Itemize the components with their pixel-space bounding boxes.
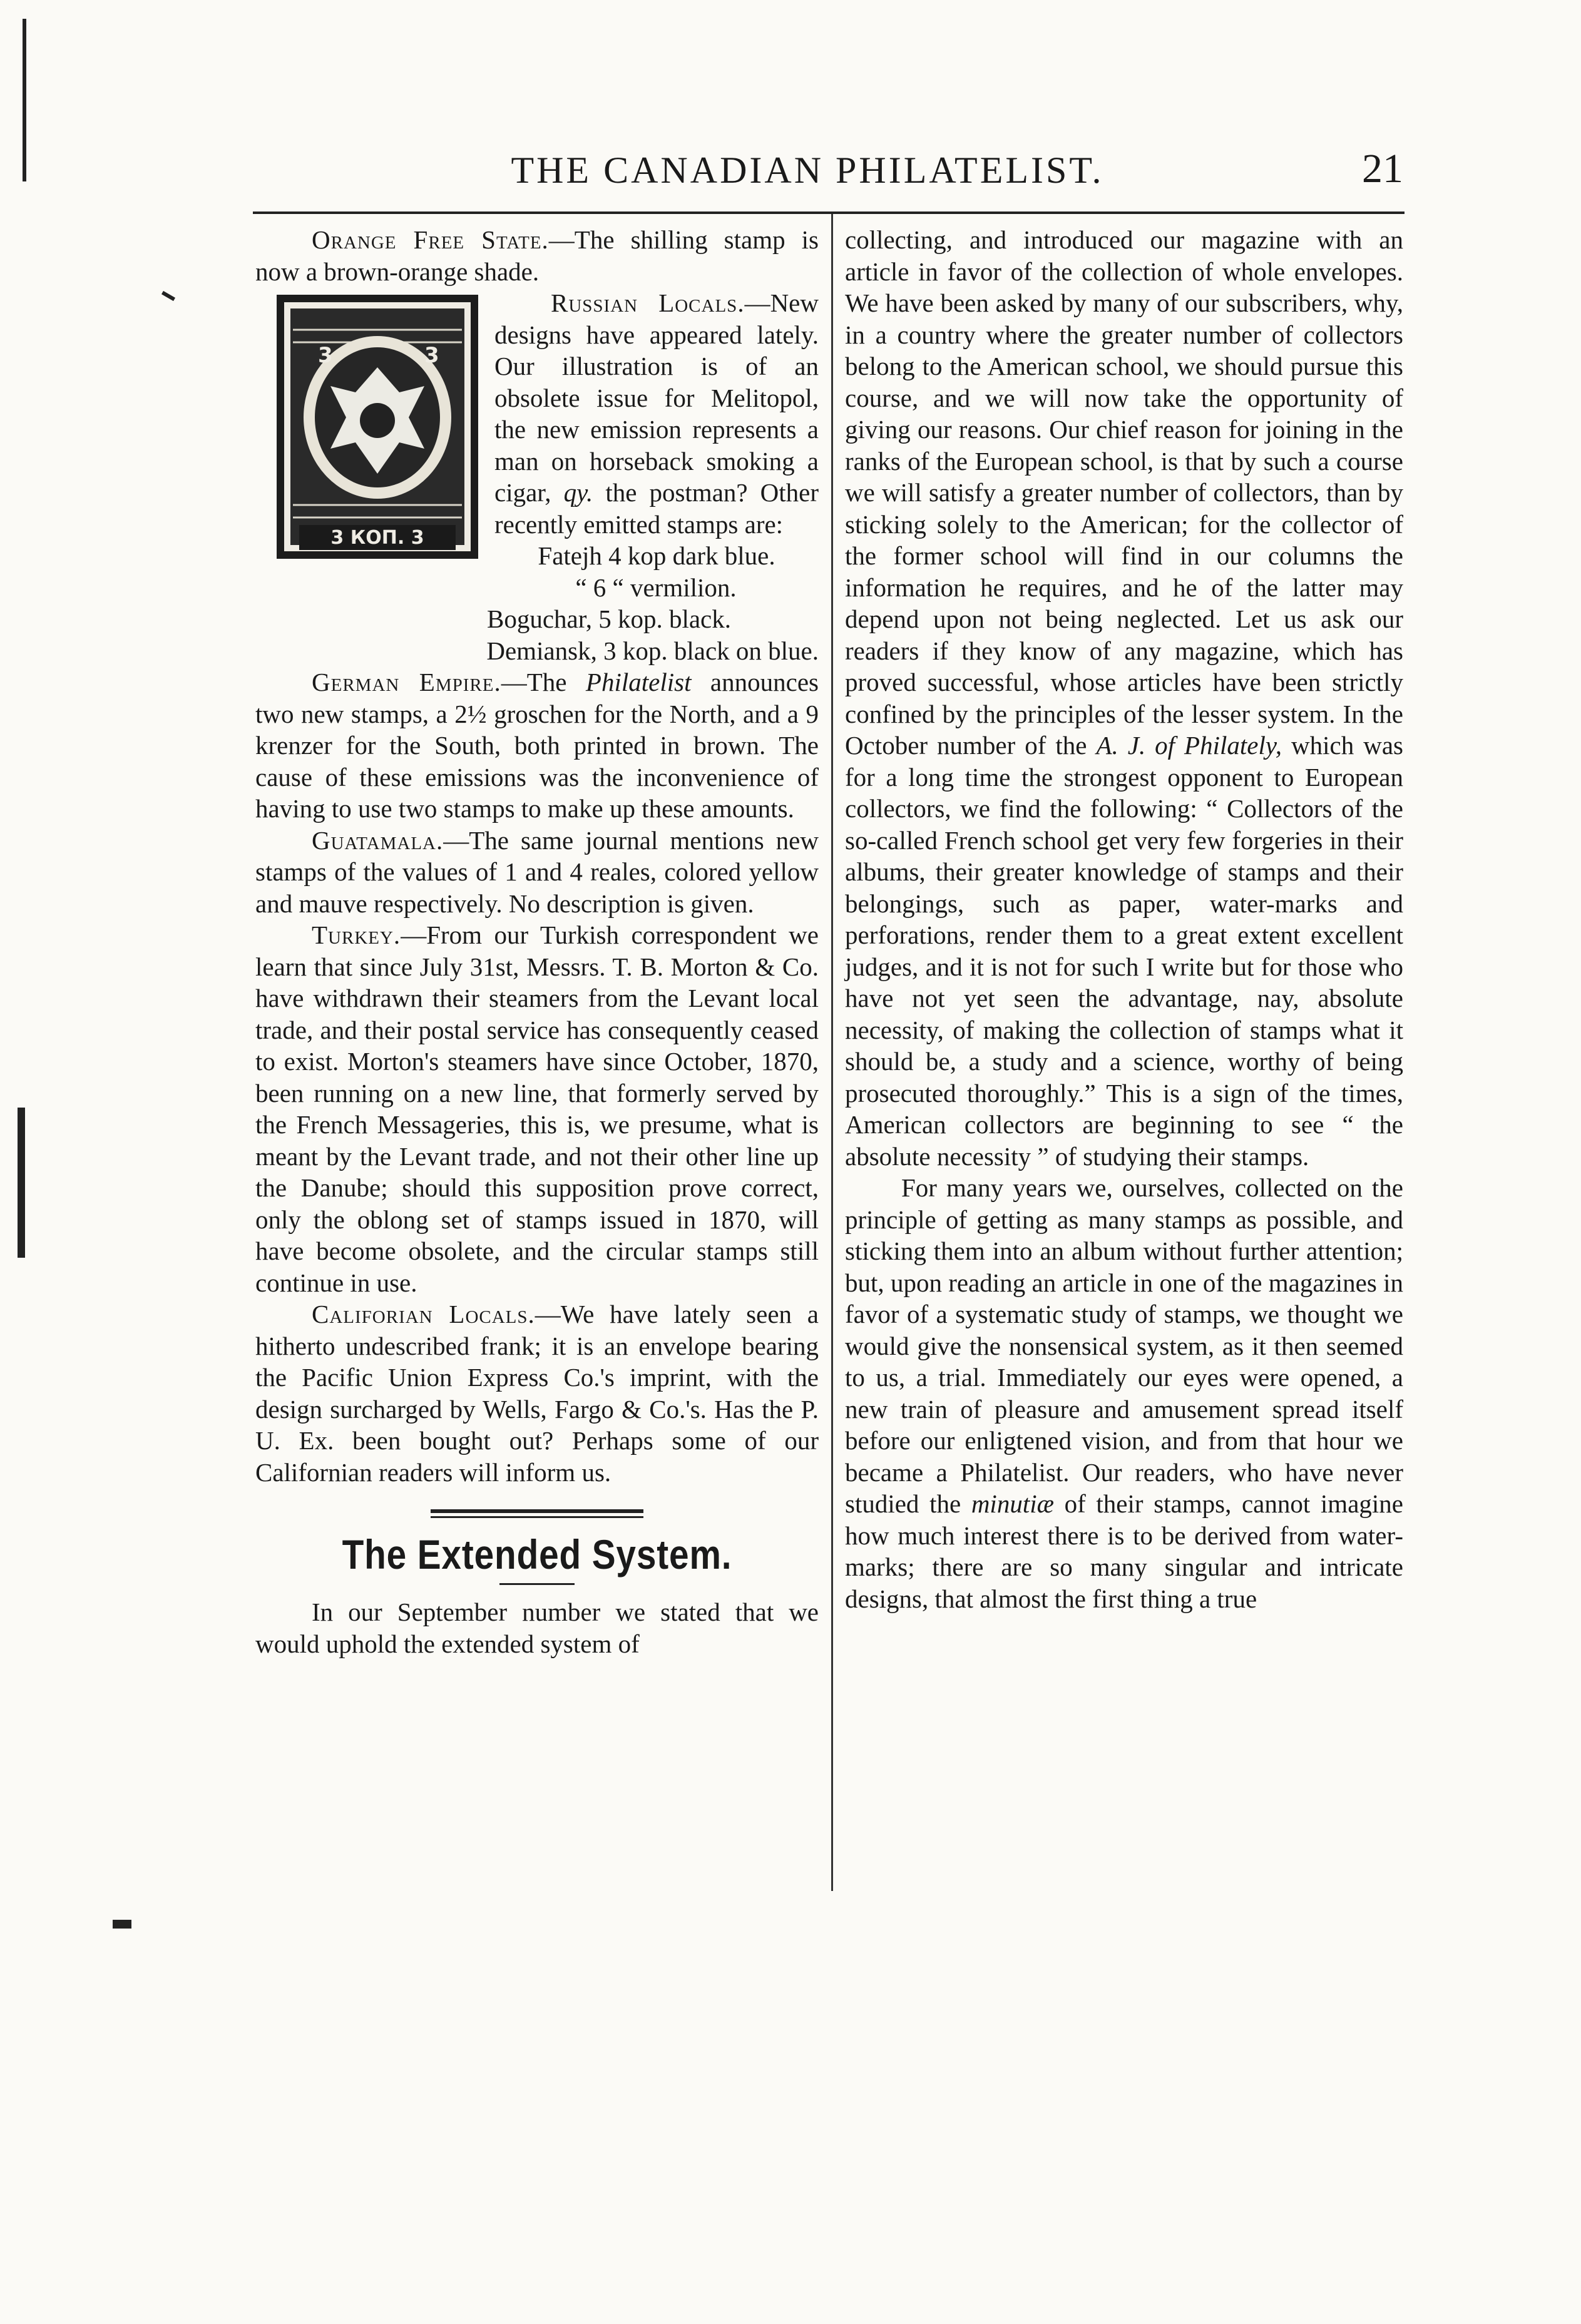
paragraph-many-years: For many years we, ourselves, collected on the principle of getting as many stamps as possible, and sticking them into an album without further attention; but, upon reading an article in one of the magazines in favor of a systematic study of stamps, we thought we would give the nonsensical system, as it then seemed to us, a trial. Immediately our eyes were opened, a new train of pleasure and amusement spread itself before our enligtened vision, and from that hour we became a Philatelist. Our readers, who have never studied the minutiæ of their stamps, cannot imagine how much interest there is to be derived from water-marks; there are so many singular and intricate designs, that almost the first thing a true	[845, 1173, 1403, 1613]
entry-lead: Orange Free State.	[312, 225, 549, 254]
margin-scan-mark	[18, 1108, 25, 1258]
margin-scan-mark	[113, 1920, 131, 1929]
entry-lead: Russian Locals.	[551, 288, 745, 317]
entry-lead: Turkey.	[312, 920, 401, 949]
entry-lead: Califorian Locals.	[312, 1300, 535, 1328]
heading-underline	[499, 1583, 575, 1585]
melitopol-stamp-image	[274, 292, 481, 561]
stamp-numeral: 3	[424, 343, 439, 368]
stamp-list-item: Boguchar, 5 kop. black.	[486, 604, 732, 633]
stamp-illustration	[274, 292, 481, 561]
section-ornament-rule	[255, 1509, 819, 1523]
journal-title: A. J. of Philately,	[1096, 731, 1282, 760]
left-column	[255, 224, 819, 1659]
paragraph-extended-system-intro: In our September number we stated that we would uphold the extended system of	[255, 1598, 819, 1658]
running-head-title: THE CANADIAN PHILATELIST.	[511, 150, 1104, 191]
stamp-list-item: Demiansk, 3 kop. black on blue.	[486, 636, 819, 665]
entry-lead: Guatamala.	[312, 825, 444, 855]
margin-scan-mark	[161, 291, 175, 301]
paragraph-orange-free-state: Orange Free State.—The shilling stamp is now a brown-orange shade.	[255, 225, 819, 286]
paragraph-califorian-locals: Califorian Locals.—We have lately seen a hitherto undescribed frank; it is an envelope bearing the Pacific Union Express Co.'s imprint, with the design surcharged by Wells, Fargo & Co.'s. Has the P. U. Ex. been bought out? Perhaps some of our Californian readers will inform us.	[255, 1300, 819, 1487]
paragraph-continued: collecting, and introduced our magazine with an article in favor of the collection of whole envelopes. We have been asked by many of our subscribers, why, in a country where the greater number of collectors belong to the American school, we should pursue this course, and we will now take the opportunity of giving our reasons. Our chief reason for joining in the ranks of the European school, is that by such a course we will satisfy a greater number of collectors, than by sticking solely to the American; for the collector of the former school will find in our columns the information he requires, and he of the latter may depend upon not being neglected. Let us ask our readers if they know of any magazine, which has proved successful, whose articles have been strictly confined by the principles of the lesser system. In the October number of the A. J. of Philately, which was for a long time the strongest opponent to European collectors, we find the following: “ Collectors of the so-called French school get very few forgeries in their albums, their greater knowledge of stamps and their belongings, such as paper, water-marks and perforations, render them to a great extent excellent judges, and it is not for such I write but for those who have not yet seen the advantage, nay, absolute necessity, of making the collection of stamps what it should be, a study and a science, worthy of being prosecuted thoroughly.” This is a sign of the times, American collectors are beginning to see “ the absolute necessity ” of studying their stamps.	[845, 225, 1403, 1171]
page-number: 21	[1362, 146, 1403, 191]
stamp-list-item: Fatejh 4 kop dark blue.	[538, 541, 775, 570]
column-divider	[831, 214, 833, 1891]
stamp-numeral: 3	[318, 343, 333, 368]
paragraph-russian-locals: Russian Locals. 3 КОП. 3 3 3 —New designs have appeared lately. Our illustration is of an obsolete issue for Melitopol, the new emission represents a man on horseback smoking a cigar, qy. the postman? Other recently emitted stamps are:	[255, 287, 819, 540]
section-heading: The Extended System.	[342, 1531, 732, 1577]
header-rule	[253, 212, 1404, 214]
margin-scan-mark	[23, 19, 26, 181]
paragraph-guatamala: Guatamala.—The same journal mentions new stamps of the values of 1 and 4 reales, colored yellow and mauve respectively. No description is given.	[255, 825, 819, 918]
paragraph-turkey: Turkey.—From our Turkish correspondent we learn that since July 31st, Messrs. T. B. Morton & Co. have withdrawn their steamers from the Levant local trade, and their postal service has consequently ceased to exist. Morton's steamers have since October, 1870, been running on a new line, that formerly served by the French Messageries, this is, we presume, what is meant by the Levant trade, and not their other line up the Danube; should this supposition prove correct, only the oblong set of stamps issued in 1870, will have become obsolete, and the circular stamps still continue in use.	[255, 920, 819, 1297]
stamp-list-item: “ 6 “ vermilion.	[575, 573, 737, 602]
stamp-value-label: 3 КОП. 3	[330, 527, 424, 549]
paragraph-german-empire: German Empire.—The Philatelist announces two new stamps, a 2½ groschen for the North, and a 9 krenzer for the South, both printed in brown. The cause of these emissions was the inconvenience of having to use two stamps to make up these amounts.	[255, 668, 819, 823]
right-column	[845, 224, 1403, 1614]
entry-lead: German Empire.	[312, 668, 501, 696]
